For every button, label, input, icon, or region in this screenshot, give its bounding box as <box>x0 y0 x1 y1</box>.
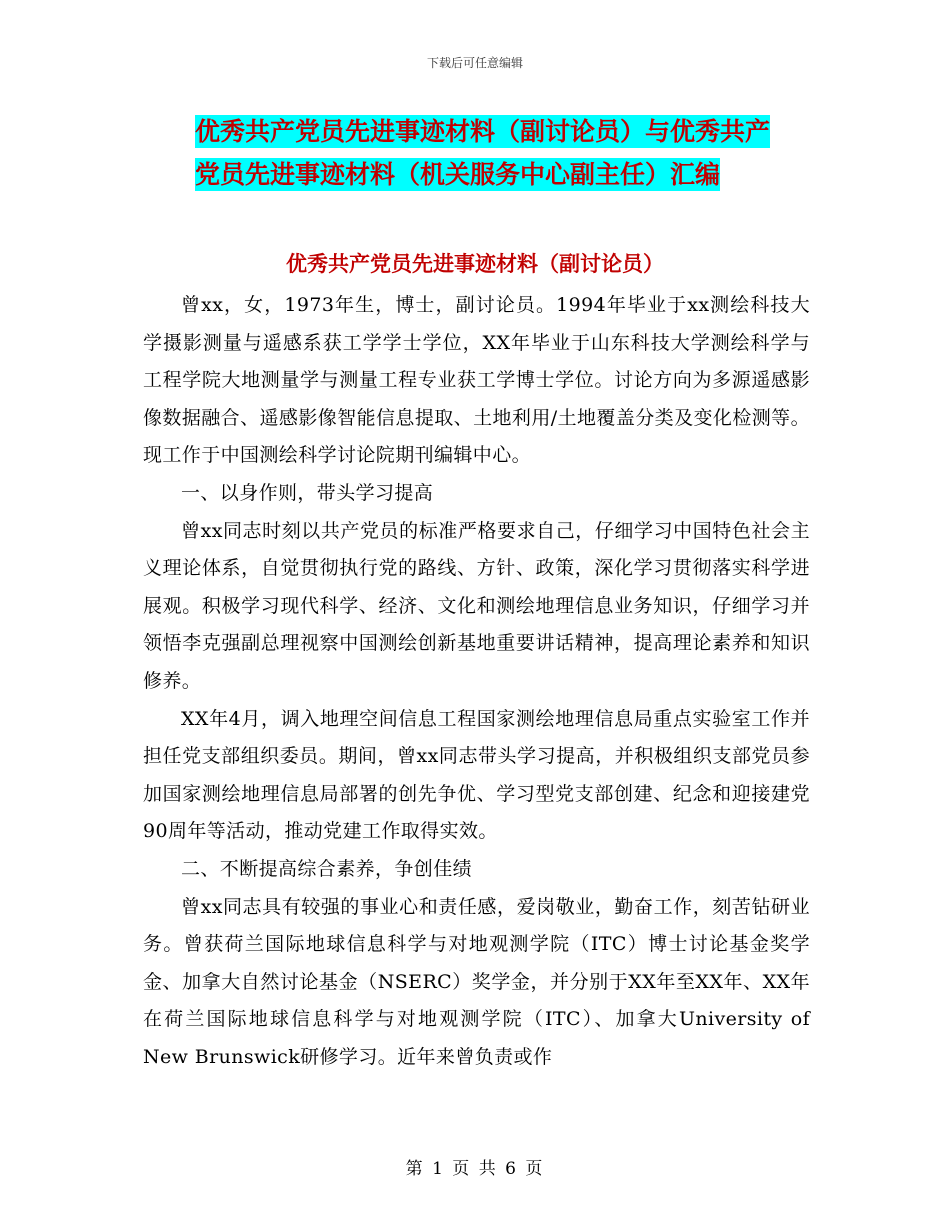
page-number: 第 1 页 共 6 页 <box>405 1159 545 1179</box>
paragraph-party-work: XX年4月，调入地理空间信息工程国家测绘地理信息局重点实验室工作并担任党支部组织委员。期间，曾xx同志带头学习提高，并积极组织支部党员参加国家测绘地理信息局部署的创先争优、学习型党支部创建、纪念和迎接建党90周年等活动，推动党建工作取得实效。 <box>143 707 810 843</box>
heading-section-1: 一、以身作则，带头学习提高 <box>181 481 434 504</box>
document-title <box>195 110 815 196</box>
document-body <box>143 287 810 1076</box>
heading-section-2: 二、不断提高综合素养，争创佳绩 <box>181 857 473 880</box>
paragraph-intro: 曾xx，女，1973年生，博士，副讨论员。1994年毕业于xx测绘科技大学摄影测量与遥感系获工学学士学位，XX年毕业于山东科技大学测绘科学与工程学院大地测量学与测量工程专业获工学博士学位。讨论方向为多源遥感影像数据融合、遥感影像智能信息提取、土地利用/土地覆盖分类及变化检测等。现工作于中国测绘科学讨论院期刊编辑中心。 <box>143 294 810 467</box>
paragraph-achievements: 曾xx同志具有较强的事业心和责任感，爱岗敬业，勤奋工作，刻苦钻研业务。曾获荷兰国际地球信息科学与对地观测学院（ITC）博士讨论基金奖学金、加拿大自然讨论基金（NSERC）奖学金，并分别于XX年至XX年、XX年在荷兰国际地球信息科学与对地观测学院（ITC）、加拿大University of New Brunswick研修学习。近年来曾负责或作 <box>143 895 810 1068</box>
document-title-line-2: 党员先进事迹材料（机关服务中心副主任）汇编 <box>195 160 721 189</box>
document-title-line-1: 优秀共产党员先进事迹材料（副讨论员）与优秀共产 <box>195 117 771 146</box>
paragraph-study: 曾xx同志时刻以共产党员的标准严格要求自己，仔细学习中国特色社会主义理论体系，自觉贯彻执行党的路线、方针、政策，深化学习贯彻落实科学进展观。积极学习现代科学、经济、文化和测绘地理信息业务知识，仔细学习并领悟李克强副总理视察中国测绘创新基地重要讲话精神，提高理论素养和知识修养。 <box>143 519 810 692</box>
page-header-note: 下载后可任意编辑 <box>426 56 523 70</box>
section-title: 优秀共产党员先进事迹材料（副讨论员） <box>286 252 664 276</box>
